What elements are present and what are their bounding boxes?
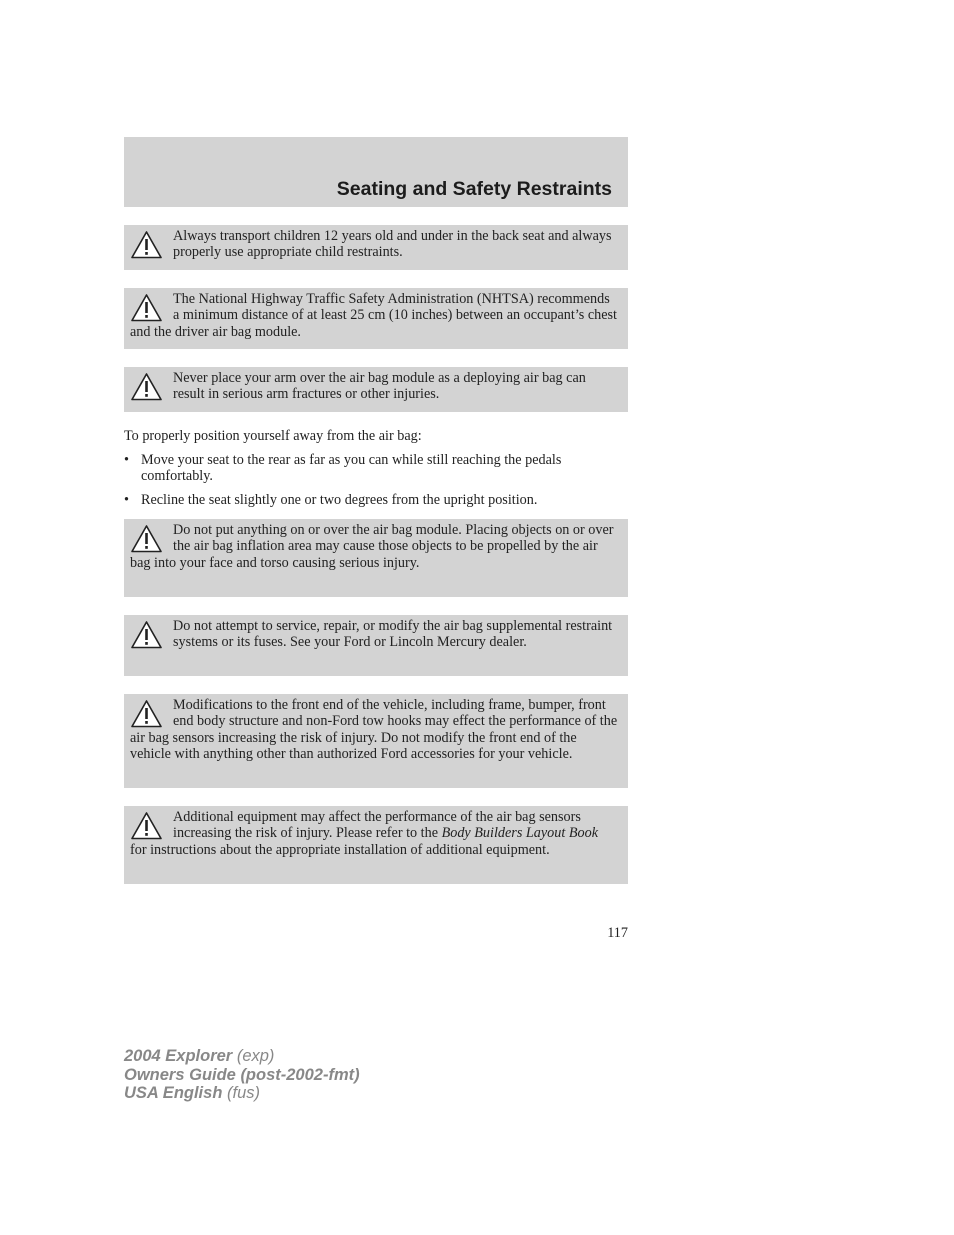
bullet-symbol: •	[124, 492, 129, 508]
footer-guide: Owners Guide (post-2002-fmt)	[124, 1065, 360, 1084]
footer-line-1	[124, 1047, 360, 1066]
intro-paragraph: To properly position yourself away from the air bag:	[124, 428, 422, 444]
footer-model: 2004 Explorer	[124, 1047, 233, 1065]
warning-triangle-icon	[130, 811, 163, 841]
list-item-text: Move your seat to the rear as far as you can while still reaching the pedals comfortably.	[141, 452, 562, 485]
page-number: 117	[607, 925, 628, 941]
warning-text	[130, 809, 618, 858]
warning-box	[124, 694, 628, 788]
warning-box	[124, 288, 628, 349]
book-title: Body Builders Layout Book	[441, 825, 598, 842]
warning-triangle-icon	[130, 230, 163, 260]
footer-line-2	[124, 1066, 360, 1085]
warning-text: Do not put anything on or over the air bag module. Placing objects on or over the air bag inflation area may cause those objects to be propelled by the air bag into your face and torso causing serious injury.	[130, 522, 614, 571]
warning-triangle-icon	[130, 524, 163, 554]
footer-code: (exp)	[232, 1047, 275, 1065]
warning-box	[124, 519, 628, 597]
footer-code: (fus)	[222, 1084, 260, 1102]
section-title: Seating and Safety Restraints	[336, 178, 612, 200]
section-header	[124, 137, 628, 207]
list-item-text: Recline the seat slightly one or two degrees from the upright position.	[141, 492, 538, 508]
bullet-symbol: •	[124, 452, 129, 468]
warning-text-part: for instructions about the appropriate installation of additional equipment.	[130, 841, 550, 858]
list-item	[124, 492, 634, 508]
warning-triangle-icon	[130, 699, 163, 729]
warning-box	[124, 615, 628, 676]
warning-text: Never place your arm over the air bag module as a deploying air bag can result in serious arm fractures or other injuries.	[173, 370, 586, 403]
warning-box	[124, 225, 628, 270]
warning-box	[124, 367, 628, 412]
warning-triangle-icon	[130, 293, 163, 323]
warning-triangle-icon	[130, 372, 163, 402]
warning-text: Always transport children 12 years old and under in the back seat and always properly use appropriate child restraints.	[173, 228, 612, 261]
list-item	[124, 452, 634, 485]
warning-text: Do not attempt to service, repair, or modify the air bag supplemental restraint systems or its fuses. See your Ford or Lincoln Mercury dealer.	[173, 618, 613, 651]
footer-line-3	[124, 1084, 360, 1103]
warning-text: Modifications to the front end of the vehicle, including frame, bumper, front end body structure and non-Ford tow hooks may effect the performance of the air bag sensors increasing the risk of injury. Do not modify the front end of the vehicle with anything other than authorized Ford accessories for your vehicle.	[130, 697, 618, 762]
warning-box	[124, 806, 628, 884]
footer	[124, 1047, 360, 1103]
footer-language: USA English	[124, 1084, 223, 1102]
warning-text: The National Highway Traffic Safety Administration (NHTSA) recommends a minimum distance of at least 25 cm (10 inches) between an occupant’s chest and the driver air bag module.	[130, 291, 618, 340]
warning-triangle-icon	[130, 620, 163, 650]
warning-text-part: Additional equipment may affect the performance of the air bag sensors increasing the risk of injury. Please refer to the	[173, 809, 581, 842]
